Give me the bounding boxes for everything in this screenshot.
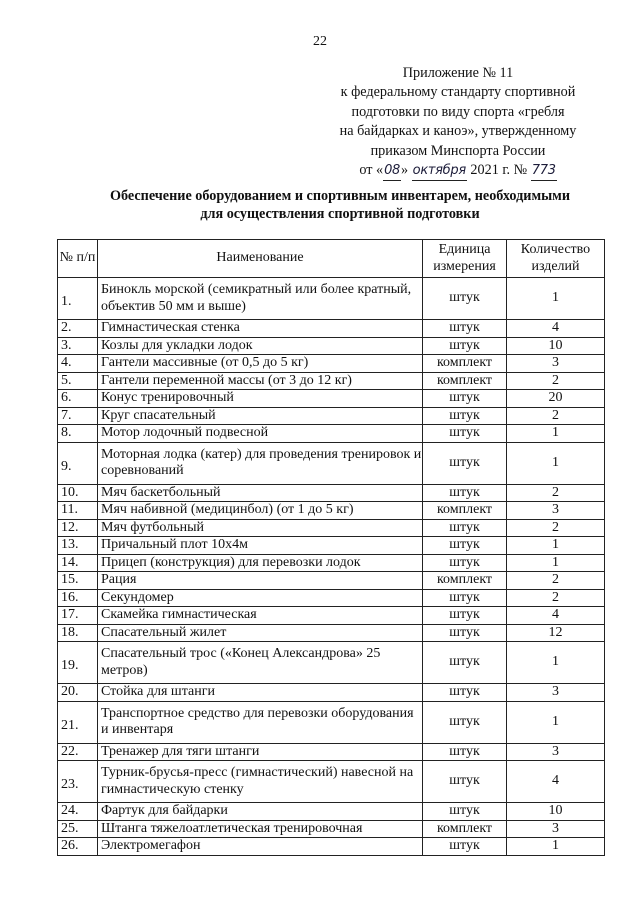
table-row [58,607,605,625]
row-number: 20. [58,684,98,702]
row-quantity: 3 [507,502,605,520]
row-unit: штук [423,407,507,425]
row-number: 8. [58,425,98,443]
row-quantity: 1 [507,442,605,484]
row-unit: штук [423,278,507,320]
handwritten-day: 08 [383,161,401,181]
row-number: 18. [58,624,98,642]
row-unit: штук [423,803,507,821]
row-number: 14. [58,554,98,572]
row-quantity: 10 [507,337,605,355]
row-number: 25. [58,820,98,838]
row-name: Гантели массивные (от 0,5 до 5 кг) [98,355,423,373]
table-row [58,355,605,373]
table-row [58,820,605,838]
title-line-1: Обеспечение оборудованием и спортивным инвентарем, необходимыми [109,188,571,204]
row-number: 13. [58,537,98,555]
table-row [58,442,605,484]
row-name: Бинокль морской (семикратный или более кратный, объектив 50 мм и выше) [98,278,423,320]
appendix-line-1: Приложение № 11 [402,65,514,81]
row-quantity: 3 [507,743,605,761]
row-unit: штук [423,838,507,856]
table-row [58,743,605,761]
table-row [58,484,605,502]
row-quantity: 1 [507,838,605,856]
row-quantity: 4 [507,320,605,338]
row-quantity: 2 [507,519,605,537]
table-row [58,278,605,320]
row-name: Скамейка гимнастическая [98,607,423,625]
row-quantity: 2 [507,589,605,607]
row-number: 23. [58,761,98,803]
row-name: Спасательный трос («Конец Александрова» 25 метров) [98,642,423,684]
row-quantity: 2 [507,372,605,390]
row-unit: штук [423,390,507,408]
row-unit: штук [423,320,507,338]
table-row [58,554,605,572]
row-name: Причальный плот 10х4м [98,537,423,555]
table-row [58,372,605,390]
row-number: 10. [58,484,98,502]
row-number: 26. [58,838,98,856]
row-name: Тренажер для тяги штанги [98,743,423,761]
appendix-header [308,64,608,181]
row-name: Прицеп (конструкция) для перевозки лодок [98,554,423,572]
row-name: Гимнастическая стенка [98,320,423,338]
row-unit: комплект [423,355,507,373]
table-row [58,425,605,443]
table-row [58,572,605,590]
row-name: Фартук для байдарки [98,803,423,821]
table-header-row [58,240,605,278]
row-name: Мотор лодочный подвесной [98,425,423,443]
row-quantity: 3 [507,820,605,838]
page-number: 22 [313,34,327,49]
row-number: 1. [58,278,98,320]
row-name: Козлы для укладки лодок [98,337,423,355]
appendix-line-2: к федеральному стандарту спортивной [340,84,576,101]
row-name: Стойка для штанги [98,684,423,702]
table-row [58,684,605,702]
row-number: 7. [58,407,98,425]
row-unit: штук [423,589,507,607]
row-unit: штук [423,337,507,355]
row-name: Турник-брусья-пресс (гимнастический) навесной на гимнастическую стенку [98,761,423,803]
table-row [58,502,605,520]
row-quantity: 1 [507,701,605,743]
table-row [58,519,605,537]
row-quantity: 2 [507,407,605,425]
row-name: Мяч футбольный [98,519,423,537]
row-quantity: 20 [507,390,605,408]
row-number: 19. [58,642,98,684]
row-name: Штанга тяжелоатлетическая тренировочная [98,820,423,838]
row-quantity: 1 [507,425,605,443]
row-quantity: 2 [507,484,605,502]
table-row [58,589,605,607]
row-name: Круг спасательный [98,407,423,425]
row-quantity: 2 [507,572,605,590]
row-number: 6. [58,390,98,408]
header-number: № п/п [58,240,98,278]
row-unit: штук [423,701,507,743]
appendix-line-5: приказом Минспорта России [370,142,546,159]
row-number: 9. [58,442,98,484]
row-unit: штук [423,761,507,803]
table-row [58,320,605,338]
row-quantity: 12 [507,624,605,642]
row-unit: штук [423,484,507,502]
table-body [58,278,605,856]
row-unit: штук [423,607,507,625]
equipment-table [57,239,605,856]
row-name: Электромегафон [98,838,423,856]
row-number: 4. [58,355,98,373]
order-date-line [308,161,608,181]
table-row [58,803,605,821]
handwritten-month: октября [412,161,467,181]
table-row [58,337,605,355]
row-number: 21. [58,701,98,743]
header-name: Наименование [98,240,423,278]
row-quantity: 4 [507,761,605,803]
row-number: 15. [58,572,98,590]
table-row [58,390,605,408]
row-unit: штук [423,554,507,572]
row-name: Моторная лодка (катер) для проведения тренировок и соревнований [98,442,423,484]
header-quantity: Количество изделий [507,240,605,278]
table-row [58,761,605,803]
row-number: 24. [58,803,98,821]
appendix-line-4: на байдарках и каноэ», утвержденному [339,123,577,140]
row-number: 5. [58,372,98,390]
row-quantity: 1 [507,554,605,572]
date-prefix: от « [359,162,384,179]
table-row [58,537,605,555]
row-name: Рация [98,572,423,590]
row-unit: комплект [423,502,507,520]
row-quantity: 3 [507,355,605,373]
row-name: Мяч набивной (медицинбол) (от 1 до 5 кг) [98,502,423,520]
row-name: Секундомер [98,589,423,607]
row-number: 16. [58,589,98,607]
row-number: 3. [58,337,98,355]
row-unit: комплект [423,572,507,590]
row-quantity: 1 [507,278,605,320]
handwritten-number: 773 [531,161,557,181]
title-line-2: для осуществления спортивной подготовки [200,205,480,222]
row-unit: комплект [423,820,507,838]
table-row [58,701,605,743]
row-unit: комплект [423,372,507,390]
appendix-line-3: подготовки по виду спорта «гребля [351,103,565,120]
header-unit: Единица измерения [423,240,507,278]
row-number: 12. [58,519,98,537]
row-number: 17. [58,607,98,625]
document-title [60,188,620,223]
row-name: Спасательный жилет [98,624,423,642]
row-unit: штук [423,442,507,484]
row-unit: штук [423,537,507,555]
row-number: 11. [58,502,98,520]
row-quantity: 1 [507,537,605,555]
row-unit: штук [423,684,507,702]
row-number: 22. [58,743,98,761]
date-mid: » [401,162,409,179]
row-name: Конус тренировочный [98,390,423,408]
row-name: Транспортное средство для перевозки оборудования и инвентаря [98,701,423,743]
year-part: 2021 г. № [470,162,528,179]
table-row [58,838,605,856]
row-number: 2. [58,320,98,338]
row-unit: штук [423,425,507,443]
row-quantity: 3 [507,684,605,702]
row-name: Мяч баскетбольный [98,484,423,502]
row-quantity: 10 [507,803,605,821]
table-row [58,624,605,642]
row-name: Гантели переменной массы (от 3 до 12 кг) [98,372,423,390]
row-unit: штук [423,624,507,642]
row-unit: штук [423,642,507,684]
row-unit: штук [423,743,507,761]
table-row [58,642,605,684]
row-quantity: 1 [507,642,605,684]
table-row [58,407,605,425]
row-unit: штук [423,519,507,537]
row-quantity: 4 [507,607,605,625]
